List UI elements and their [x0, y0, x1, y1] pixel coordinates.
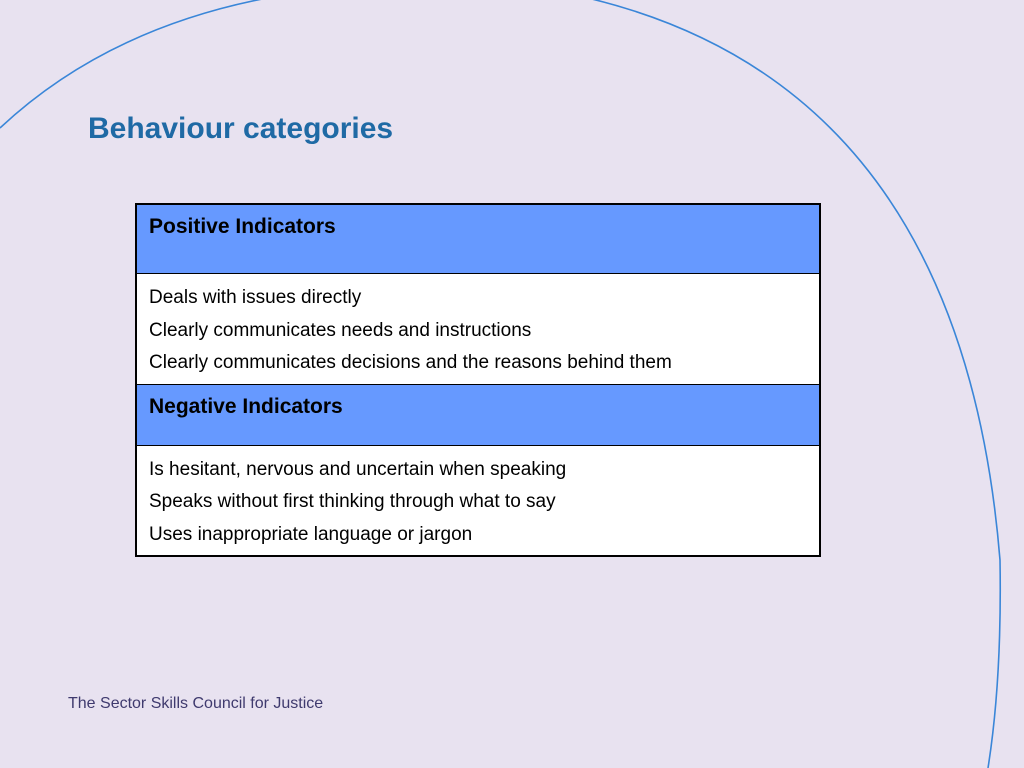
list-item: Clearly communicates needs and instructions: [149, 319, 532, 341]
negative-indicators-heading-text: Negative Indicators: [149, 394, 343, 418]
footer-organization-name: The Sector Skills Council for Justice: [68, 695, 324, 712]
positive-items-row: [136, 274, 820, 385]
list-item: Deals with issues directly: [149, 287, 362, 308]
list-item: Uses inappropriate language or jargon: [149, 523, 473, 545]
negative-indicators-heading: [136, 384, 820, 445]
list-item: Speaks without first thinking through what to say: [149, 491, 556, 512]
indicator-table: [135, 203, 821, 557]
positive-indicators-heading: [136, 204, 820, 274]
positive-indicators-heading-text: Positive Indicators: [149, 215, 336, 238]
list-item: Clearly communicates decisions and the reasons behind them: [149, 352, 672, 373]
slide-title: Behaviour categories: [88, 112, 394, 145]
positive-indicators-list: [149, 274, 807, 384]
negative-items-row: [136, 445, 820, 556]
negative-indicators-list: [149, 446, 807, 556]
positive-indicators-cell: [136, 274, 820, 385]
negative-indicators-cell: [136, 445, 820, 556]
negative-header-row: [136, 384, 820, 445]
positive-header-row: [136, 204, 820, 274]
list-item: Is hesitant, nervous and uncertain when speaking: [149, 458, 567, 480]
